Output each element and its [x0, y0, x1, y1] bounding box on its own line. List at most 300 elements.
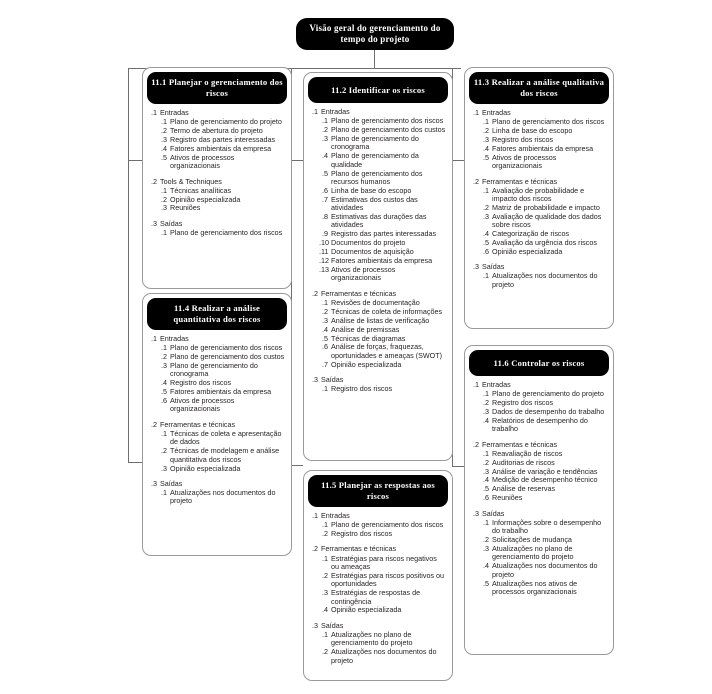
item-number: .1: [322, 297, 328, 307]
section: [470, 381, 607, 434]
item-number: .6: [322, 185, 328, 195]
item-text: Técnicas de diagramas: [331, 333, 406, 343]
list-item: [309, 631, 446, 648]
item-text: Documentos do projeto: [331, 238, 406, 248]
section-number: .3: [151, 218, 157, 228]
section-number: .1: [151, 334, 157, 343]
list-item: [148, 397, 285, 414]
section-number: .2: [151, 419, 157, 429]
section-label: Saídas: [160, 478, 183, 488]
section-items: [148, 187, 285, 213]
item-number: .4: [161, 143, 167, 153]
section-items: [309, 521, 446, 538]
item-number: .3: [483, 134, 489, 144]
item-number: .3: [483, 466, 489, 476]
list-item: [148, 145, 285, 153]
section-number: .3: [151, 478, 157, 488]
section: [148, 178, 285, 213]
item-text: Ativos de processos organizacionais: [492, 152, 557, 171]
item-text: Plano de gerenciamento dos riscos: [170, 343, 283, 353]
item-text: Auditorias de riscos: [492, 457, 555, 467]
process-box-title: 11.3 Realizar a análise qualitativa dos riscos: [469, 72, 609, 104]
process-box-11-5[interactable]: [303, 470, 453, 681]
list-item: [309, 187, 446, 195]
item-number: .1: [483, 389, 489, 399]
item-text: Avaliação da urgência dos riscos: [492, 238, 597, 248]
item-number: .4: [322, 324, 328, 334]
section-heading: [470, 441, 607, 450]
section-number: .2: [312, 288, 318, 298]
list-item: [470, 417, 607, 434]
item-text: Documentos de aquisição: [331, 247, 414, 257]
item-text: Técnicas de modelagem e análise quantitativa dos riscos: [170, 446, 280, 464]
list-item: [470, 187, 607, 204]
list-item: [148, 196, 285, 204]
item-text: Registro dos riscos: [170, 378, 232, 388]
item-number: .1: [161, 117, 167, 127]
list-item: [309, 361, 446, 369]
item-number: .1: [483, 271, 489, 281]
process-box-11-4[interactable]: [142, 293, 292, 556]
item-text: Atualizações nos documentos do projeto: [492, 561, 598, 579]
section: [148, 220, 285, 238]
connector-col3-branch-2: [452, 466, 464, 467]
section: [148, 480, 285, 506]
section-number: .1: [312, 107, 318, 116]
item-number: .5: [483, 578, 489, 588]
process-box-body: [304, 106, 452, 400]
item-number: .5: [161, 152, 167, 162]
list-item: [309, 572, 446, 589]
section-items: [309, 299, 446, 369]
item-text: Atualizações no plano de gerenciamento do projeto: [492, 543, 574, 562]
item-text: Matriz de probabilidade e impacto: [492, 202, 600, 212]
section-items: [470, 118, 607, 170]
item-text: Plano de gerenciamento dos recursos humanos: [331, 168, 423, 186]
list-item: [470, 450, 607, 458]
list-item: [148, 204, 285, 212]
item-number: .1: [161, 343, 167, 353]
item-text: Atualizações nos documentos do projeto: [331, 647, 437, 665]
item-number: .7: [322, 194, 328, 204]
section-label: Entradas: [160, 108, 189, 117]
section-items: [309, 117, 446, 283]
section-label: Ferramentas e técnicas: [482, 439, 558, 449]
section-label: Entradas: [160, 334, 189, 343]
list-item: [148, 430, 285, 447]
section-number: .2: [473, 439, 479, 449]
section-number: .3: [473, 508, 479, 518]
item-text: Reuniões: [492, 493, 523, 503]
connector-col1-branch-1: [128, 160, 142, 161]
section-items: [470, 390, 607, 434]
connector-root-stem: [374, 50, 375, 68]
list-item: [309, 606, 446, 614]
item-number: .1: [483, 448, 489, 458]
section-label: Saídas: [160, 218, 183, 228]
item-number: .3: [161, 463, 167, 473]
list-item: [470, 545, 607, 562]
item-text: Dados de desempenho do trabalho: [492, 406, 605, 416]
item-text: Plano de gerenciamento dos riscos: [331, 116, 444, 126]
section-label: Ferramentas e técnicas: [160, 419, 236, 429]
list-item: [470, 145, 607, 153]
list-item: [309, 213, 446, 230]
list-item: [148, 362, 285, 379]
root-node: [296, 18, 454, 50]
section-items: [470, 450, 607, 503]
item-number: .13: [319, 265, 329, 274]
section-number: .1: [312, 511, 318, 520]
list-item: [148, 154, 285, 171]
item-text: Registro das partes interessadas: [170, 134, 276, 144]
item-text: Ativos de processos organizacionais: [170, 396, 235, 414]
item-text: Atualizações nos ativos de processos organizacionais: [492, 578, 578, 596]
item-text: Fatores ambientais da empresa: [170, 387, 272, 397]
item-number: .5: [161, 387, 167, 397]
connector-col1-branch-2: [128, 462, 142, 463]
section: [309, 108, 446, 283]
section-label: Entradas: [321, 511, 350, 520]
section-items: [148, 229, 285, 237]
root-node-title: Visão geral do gerenciamento do tempo do projeto: [309, 23, 441, 44]
connector-col2-branch-2: [291, 465, 303, 466]
list-item: [309, 308, 446, 316]
item-number: .2: [322, 125, 328, 134]
item-text: Plano de gerenciamento do projeto: [170, 117, 282, 127]
item-number: .4: [483, 143, 489, 153]
item-text: Análise de forças, fraquezas, oportunidades e ameaças (SWOT): [331, 342, 443, 360]
item-number: .2: [483, 457, 489, 467]
section: [148, 335, 285, 414]
section: [309, 290, 446, 369]
item-text: Plano de gerenciamento dos riscos: [170, 227, 283, 237]
section-items: [470, 519, 607, 597]
item-number: .8: [322, 212, 328, 222]
process-box-body: [465, 107, 613, 295]
process-box-11-3[interactable]: [464, 67, 614, 329]
item-text: Estratégias para riscos negativos ou ameaças: [331, 553, 437, 571]
item-text: Estimativas dos custos das atividades: [331, 194, 418, 213]
item-text: Linha de base do escopo: [331, 185, 412, 195]
section: [470, 178, 607, 257]
item-number: .5: [322, 333, 328, 343]
section-items: [309, 555, 446, 615]
section-heading: [470, 178, 607, 187]
list-item: [309, 266, 446, 283]
item-number: .5: [483, 484, 489, 494]
item-number: .2: [483, 202, 489, 212]
item-number: .6: [161, 396, 167, 406]
section-number: .3: [312, 375, 318, 385]
list-item: [148, 447, 285, 464]
item-number: .7: [322, 359, 328, 369]
item-number: .6: [483, 246, 489, 256]
item-number: .6: [483, 493, 489, 503]
section-number: .1: [151, 108, 157, 117]
item-text: Informações sobre o desempenho do trabalho: [492, 517, 602, 536]
item-text: Técnicas analíticas: [170, 185, 232, 195]
section-items: [470, 187, 607, 257]
list-item: [470, 494, 607, 502]
item-text: Opinião especializada: [331, 605, 402, 615]
item-number: .1: [483, 185, 489, 195]
item-text: Plano de gerenciamento dos custos: [170, 352, 285, 361]
item-number: .1: [322, 629, 328, 639]
item-text: Análise de variação e tendências: [492, 466, 598, 476]
section-heading: [148, 178, 285, 187]
item-number: .4: [483, 475, 489, 485]
item-text: Plano de gerenciamento dos custos: [331, 125, 446, 134]
item-number: .2: [322, 647, 328, 657]
item-text: Atualizações nos documentos do projeto: [170, 488, 276, 506]
item-text: Termo de abertura do projeto: [170, 126, 263, 135]
item-text: Análise de listas de verificação: [331, 315, 430, 325]
item-number: .1: [161, 428, 167, 438]
item-number: .4: [483, 229, 489, 239]
section-number: .1: [473, 108, 479, 117]
item-text: Avaliação de qualidade dos dados sobre riscos: [492, 211, 602, 230]
item-number: .3: [161, 134, 167, 144]
list-item: [309, 555, 446, 572]
item-text: Fatores ambientais da empresa: [492, 143, 594, 153]
item-number: .10: [319, 238, 329, 248]
item-text: Ativos de processos organizacionais: [170, 152, 235, 171]
item-text: Técnicas de coleta de informações: [331, 306, 443, 316]
section: [309, 512, 446, 538]
process-box-title: 11.4 Realizar a análise quantitativa dos riscos: [147, 298, 287, 330]
item-number: .2: [161, 446, 167, 456]
item-text: Plano de gerenciamento dos riscos: [331, 520, 444, 530]
list-item: [309, 170, 446, 187]
item-text: Registro dos riscos: [492, 134, 554, 144]
section-items: [148, 118, 285, 170]
item-text: Linha de base do escopo: [492, 126, 573, 135]
item-number: .1: [483, 517, 489, 527]
item-text: Análise de premissas: [331, 324, 400, 334]
list-item: [470, 580, 607, 597]
item-text: Atualizações no plano de gerenciamento do projeto: [331, 629, 413, 648]
section-heading: [470, 510, 607, 519]
section-number: .3: [312, 620, 318, 630]
item-number: .5: [483, 152, 489, 162]
section-label: Saídas: [321, 620, 344, 630]
list-item: [470, 459, 607, 467]
process-box-11-1[interactable]: [142, 67, 292, 289]
process-box-body: [465, 379, 613, 602]
item-number: .2: [161, 126, 167, 135]
list-item: [470, 562, 607, 579]
connector-col1-spine: [128, 68, 129, 462]
item-text: Opinião especializada: [331, 359, 402, 369]
list-item: [470, 272, 607, 289]
item-text: Ativos de processos organizacionais: [331, 265, 396, 283]
item-text: Medição de desempenho técnico: [492, 475, 598, 485]
item-number: .1: [161, 185, 167, 195]
list-item: [470, 485, 607, 493]
item-text: Categorização de riscos: [492, 229, 570, 239]
section-number: .2: [151, 176, 157, 186]
list-item: [309, 135, 446, 152]
item-number: .2: [322, 529, 328, 538]
item-text: Revisões de documentação: [331, 297, 420, 307]
section-label: Entradas: [482, 380, 511, 389]
item-number: .2: [322, 306, 328, 316]
process-box-body: [143, 107, 291, 243]
item-number: .1: [322, 384, 328, 394]
item-number: .2: [483, 535, 489, 545]
item-number: .3: [322, 133, 328, 143]
item-text: Solicitações de mudança: [492, 535, 572, 545]
item-number: .4: [483, 415, 489, 425]
list-item: [309, 589, 446, 606]
item-number: .11: [319, 247, 329, 257]
item-text: Registro dos riscos: [492, 398, 554, 407]
item-number: .3: [483, 543, 489, 553]
list-item: [309, 343, 446, 360]
item-number: .12: [319, 256, 329, 266]
item-number: .4: [483, 561, 489, 571]
section-label: Ferramentas e técnicas: [482, 176, 558, 186]
section-items: [309, 385, 446, 393]
item-number: .5: [483, 238, 489, 248]
item-text: Estimativas das durações das atividades: [331, 212, 427, 230]
item-number: .2: [483, 398, 489, 407]
list-item: [309, 530, 446, 538]
item-text: Plano de gerenciamento do cronograma: [331, 133, 419, 152]
item-number: .6: [322, 342, 328, 352]
section-label: Saídas: [482, 262, 505, 272]
section-number: .2: [473, 176, 479, 186]
list-item: [470, 519, 607, 536]
process-box-title: 11.2 Identificar os riscos: [308, 77, 448, 103]
item-number: .2: [161, 194, 167, 204]
section-heading: [309, 545, 446, 554]
section: [309, 376, 446, 394]
list-item: [309, 385, 446, 393]
item-text: Plano de gerenciamento do cronograma: [170, 360, 258, 379]
section-items: [148, 344, 285, 414]
item-number: .5: [322, 168, 328, 178]
section: [470, 510, 607, 597]
item-text: Avaliação de probabilidade e impacto dos riscos: [492, 185, 585, 204]
process-box-title: 11.5 Planejar as respostas aos riscos: [308, 475, 448, 507]
list-item: [309, 648, 446, 665]
section-number: .1: [473, 380, 479, 389]
item-text: Registro dos riscos: [331, 384, 393, 394]
item-text: Estratégias de respostas de contingência: [331, 588, 421, 606]
list-item: [148, 187, 285, 195]
list-item: [309, 196, 446, 213]
item-text: Plano de gerenciamento da qualidade: [331, 151, 419, 169]
process-box-body: [304, 510, 452, 671]
section-label: Tools & Techniques: [160, 176, 222, 186]
connector-col2-branch-1: [291, 160, 303, 161]
item-text: Fatores ambientais da empresa: [170, 143, 272, 153]
list-item: [470, 213, 607, 230]
section: [470, 441, 607, 503]
section-items: [148, 430, 285, 473]
item-text: Relatórios de desempenho do trabalho: [492, 415, 588, 434]
list-item: [309, 152, 446, 169]
item-text: Opinião especializada: [170, 194, 241, 204]
section-items: [148, 489, 285, 506]
process-box-11-6[interactable]: [464, 345, 614, 655]
item-text: Plano de gerenciamento do projeto: [492, 389, 604, 399]
section-label: Ferramentas e técnicas: [321, 544, 397, 554]
list-item: [148, 229, 285, 237]
section-number: .3: [473, 262, 479, 272]
item-number: .4: [161, 378, 167, 388]
item-number: .4: [322, 151, 328, 161]
section: [148, 109, 285, 171]
section-label: Saídas: [482, 508, 505, 518]
section-items: [470, 272, 607, 289]
item-text: Registro dos riscos: [331, 529, 393, 538]
section-items: [309, 631, 446, 665]
item-number: .1: [322, 520, 328, 530]
item-text: Opinião especializada: [170, 463, 241, 473]
section-label: Ferramentas e técnicas: [321, 288, 397, 298]
section-number: .2: [312, 544, 318, 554]
item-number: .9: [322, 229, 328, 239]
list-item: [309, 326, 446, 334]
item-text: Técnicas de coleta e apresentação de dados: [170, 428, 282, 447]
list-item: [309, 317, 446, 325]
section: [309, 545, 446, 614]
section: [148, 421, 285, 473]
item-number: .2: [161, 352, 167, 361]
item-text: Fatores ambientais da empresa: [331, 256, 433, 266]
process-box-title: 11.1 Planejar o gerenciamento dos riscos: [147, 72, 287, 104]
connector-col3-branch-1: [452, 160, 464, 161]
section: [309, 622, 446, 665]
list-item: [470, 154, 607, 171]
item-number: .4: [322, 605, 328, 615]
list-item: [148, 489, 285, 506]
process-box-title: 11.6 Controlar os riscos: [469, 350, 609, 376]
item-number: .1: [322, 116, 328, 126]
item-text: Plano de gerenciamento dos riscos: [492, 117, 605, 127]
item-number: .1: [161, 488, 167, 498]
item-number: .3: [483, 211, 489, 221]
item-number: .3: [322, 588, 328, 598]
section-label: Entradas: [482, 108, 511, 117]
item-number: .2: [483, 126, 489, 135]
item-text: Estratégias para riscos positivos ou oportunidades: [331, 570, 445, 589]
item-number: .3: [483, 406, 489, 416]
item-number: .3: [161, 203, 167, 213]
item-text: Opinião especializada: [492, 246, 563, 256]
item-number: .2: [322, 570, 328, 580]
item-text: Análise de reservas: [492, 484, 556, 494]
item-text: Registro das partes interessadas: [331, 229, 437, 239]
section-label: Saídas: [321, 375, 344, 385]
item-number: .1: [161, 227, 167, 237]
item-number: .3: [322, 315, 328, 325]
list-item: [148, 465, 285, 473]
item-text: Atualizações nos documentos do projeto: [492, 271, 598, 289]
item-number: .1: [322, 553, 328, 563]
section: [470, 263, 607, 289]
item-text: Reuniões: [170, 203, 201, 213]
item-text: Reavaliação de riscos: [492, 448, 563, 458]
list-item: [470, 248, 607, 256]
item-number: .1: [483, 117, 489, 127]
process-box-11-2[interactable]: [303, 72, 453, 461]
section-label: Entradas: [321, 107, 350, 116]
item-number: .3: [161, 360, 167, 370]
